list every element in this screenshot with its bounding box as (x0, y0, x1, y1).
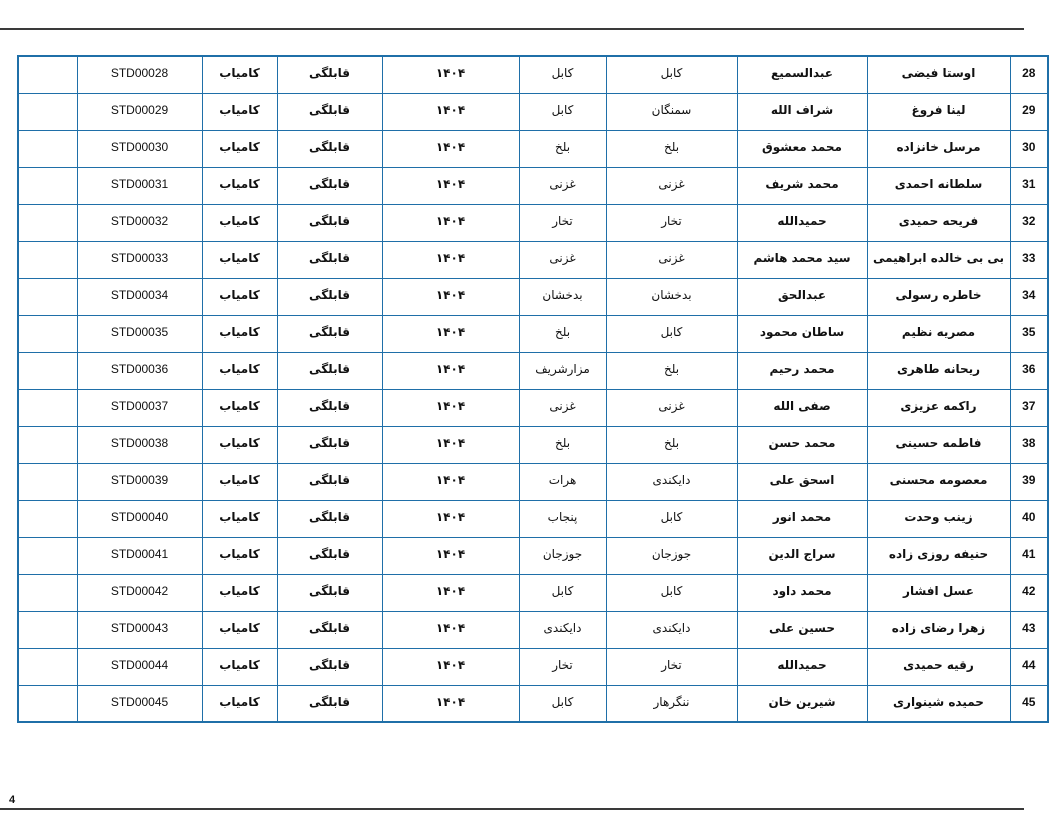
result-cell: کامیاب (202, 204, 277, 241)
row-number-cell: 36 (1010, 352, 1048, 389)
blank-cell (18, 278, 77, 315)
row-number-cell: 28 (1010, 56, 1048, 93)
blank-cell (18, 648, 77, 685)
student-id-cell: STD00039 (77, 463, 202, 500)
student-name-cell: حنیفه روزی زاده (867, 537, 1010, 574)
residence-cell: جوزجان (519, 537, 606, 574)
father-name-cell: عبدالحق (737, 278, 867, 315)
table-row (18, 315, 1048, 352)
row-number-cell: 32 (1010, 204, 1048, 241)
residence-cell: کابل (519, 93, 606, 130)
blank-cell (18, 241, 77, 278)
page-number: 4 (9, 794, 16, 806)
table-row (18, 93, 1048, 130)
table-row (18, 463, 1048, 500)
level-cell: قابلگی (277, 611, 382, 648)
blank-cell (18, 315, 77, 352)
origin-province-cell: کابل (606, 574, 737, 611)
level-cell: قابلگی (277, 241, 382, 278)
student-name-cell: زینب وحدت (867, 500, 1010, 537)
student-name-cell: ریحانه طاهری (867, 352, 1010, 389)
residence-cell: کابل (519, 574, 606, 611)
level-cell: قابلگی (277, 463, 382, 500)
blank-cell (18, 130, 77, 167)
year-cell: ۱۴۰۴ (382, 463, 519, 500)
level-cell: قابلگی (277, 204, 382, 241)
row-number-cell: 30 (1010, 130, 1048, 167)
student-id-cell: STD00043 (77, 611, 202, 648)
result-cell: کامیاب (202, 93, 277, 130)
student-id-cell: STD00030 (77, 130, 202, 167)
year-cell: ۱۴۰۴ (382, 278, 519, 315)
father-name-cell: ساطان محمود (737, 315, 867, 352)
father-name-cell: محمد رحیم (737, 352, 867, 389)
level-cell: قابلگی (277, 130, 382, 167)
result-cell: کامیاب (202, 389, 277, 426)
father-name-cell: شراف الله (737, 93, 867, 130)
row-number-cell: 29 (1010, 93, 1048, 130)
roster-body (18, 56, 1048, 722)
student-name-cell: حمیده شینواری (867, 685, 1010, 722)
residence-cell: پنجاب (519, 500, 606, 537)
father-name-cell: اسحق علی (737, 463, 867, 500)
year-cell: ۱۴۰۴ (382, 315, 519, 352)
row-number-cell: 41 (1010, 537, 1048, 574)
father-name-cell: حسین علی (737, 611, 867, 648)
student-id-cell: STD00033 (77, 241, 202, 278)
residence-cell: دایکندی (519, 611, 606, 648)
level-cell: قابلگی (277, 574, 382, 611)
student-name-cell: خاطره رسولی (867, 278, 1010, 315)
year-cell: ۱۴۰۴ (382, 93, 519, 130)
origin-province-cell: بلخ (606, 426, 737, 463)
row-number-cell: 35 (1010, 315, 1048, 352)
blank-cell (18, 537, 77, 574)
origin-province-cell: تخار (606, 648, 737, 685)
student-roster-table (17, 55, 1049, 723)
result-cell: کامیاب (202, 574, 277, 611)
page-top-rule (0, 28, 1024, 30)
level-cell: قابلگی (277, 648, 382, 685)
result-cell: کامیاب (202, 56, 277, 93)
residence-cell: بدخشان (519, 278, 606, 315)
row-number-cell: 34 (1010, 278, 1048, 315)
residence-cell: بلخ (519, 130, 606, 167)
father-name-cell: شیرین خان (737, 685, 867, 722)
blank-cell (18, 611, 77, 648)
table-row (18, 537, 1048, 574)
result-cell: کامیاب (202, 500, 277, 537)
table-row (18, 278, 1048, 315)
father-name-cell: محمد معشوق (737, 130, 867, 167)
year-cell: ۱۴۰۴ (382, 537, 519, 574)
row-number-cell: 39 (1010, 463, 1048, 500)
year-cell: ۱۴۰۴ (382, 500, 519, 537)
year-cell: ۱۴۰۴ (382, 574, 519, 611)
level-cell: قابلگی (277, 500, 382, 537)
student-name-cell: فاطمه حسینی (867, 426, 1010, 463)
residence-cell: کابل (519, 56, 606, 93)
student-name-cell: لینا فروغ (867, 93, 1010, 130)
student-id-cell: STD00029 (77, 93, 202, 130)
year-cell: ۱۴۰۴ (382, 685, 519, 722)
origin-province-cell: کابل (606, 500, 737, 537)
residence-cell: غزنی (519, 167, 606, 204)
table-row (18, 56, 1048, 93)
result-cell: کامیاب (202, 426, 277, 463)
row-number-cell: 38 (1010, 426, 1048, 463)
blank-cell (18, 500, 77, 537)
father-name-cell: حمیدالله (737, 648, 867, 685)
year-cell: ۱۴۰۴ (382, 130, 519, 167)
origin-province-cell: تخار (606, 204, 737, 241)
result-cell: کامیاب (202, 241, 277, 278)
student-name-cell: راکمه عزیزی (867, 389, 1010, 426)
student-name-cell: زهرا رضای زاده (867, 611, 1010, 648)
table-row (18, 648, 1048, 685)
blank-cell (18, 93, 77, 130)
origin-province-cell: بدخشان (606, 278, 737, 315)
table-row (18, 352, 1048, 389)
result-cell: کامیاب (202, 130, 277, 167)
residence-cell: کابل (519, 685, 606, 722)
father-name-cell: سید محمد هاشم (737, 241, 867, 278)
residence-cell: غزنی (519, 241, 606, 278)
year-cell: ۱۴۰۴ (382, 426, 519, 463)
student-id-cell: STD00032 (77, 204, 202, 241)
residence-cell: بلخ (519, 426, 606, 463)
table-row (18, 389, 1048, 426)
student-name-cell: رقیه حمیدی (867, 648, 1010, 685)
row-number-cell: 44 (1010, 648, 1048, 685)
table-row (18, 241, 1048, 278)
father-name-cell: محمد شریف (737, 167, 867, 204)
residence-cell: مزارشریف (519, 352, 606, 389)
row-number-cell: 31 (1010, 167, 1048, 204)
student-id-cell: STD00040 (77, 500, 202, 537)
student-id-cell: STD00045 (77, 685, 202, 722)
result-cell: کامیاب (202, 315, 277, 352)
origin-province-cell: غزنی (606, 389, 737, 426)
student-id-cell: STD00044 (77, 648, 202, 685)
residence-cell: بلخ (519, 315, 606, 352)
row-number-cell: 43 (1010, 611, 1048, 648)
level-cell: قابلگی (277, 426, 382, 463)
year-cell: ۱۴۰۴ (382, 611, 519, 648)
student-id-cell: STD00028 (77, 56, 202, 93)
year-cell: ۱۴۰۴ (382, 204, 519, 241)
result-cell: کامیاب (202, 685, 277, 722)
blank-cell (18, 56, 77, 93)
blank-cell (18, 685, 77, 722)
father-name-cell: صفی الله (737, 389, 867, 426)
student-id-cell: STD00041 (77, 537, 202, 574)
row-number-cell: 33 (1010, 241, 1048, 278)
year-cell: ۱۴۰۴ (382, 389, 519, 426)
student-id-cell: STD00036 (77, 352, 202, 389)
student-name-cell: عسل افشار (867, 574, 1010, 611)
year-cell: ۱۴۰۴ (382, 56, 519, 93)
student-id-cell: STD00031 (77, 167, 202, 204)
student-name-cell: فریحه حمیدی (867, 204, 1010, 241)
origin-province-cell: بلخ (606, 130, 737, 167)
residence-cell: تخار (519, 648, 606, 685)
table-row (18, 426, 1048, 463)
blank-cell (18, 352, 77, 389)
level-cell: قابلگی (277, 315, 382, 352)
student-name-cell: سلطانه احمدی (867, 167, 1010, 204)
origin-province-cell: کابل (606, 56, 737, 93)
student-name-cell: مرسل خانزاده (867, 130, 1010, 167)
father-name-cell: سراج الدین (737, 537, 867, 574)
result-cell: کامیاب (202, 537, 277, 574)
result-cell: کامیاب (202, 167, 277, 204)
residence-cell: غزنی (519, 389, 606, 426)
table-row (18, 130, 1048, 167)
student-name-cell: معصومه محسنی (867, 463, 1010, 500)
level-cell: قابلگی (277, 93, 382, 130)
blank-cell (18, 389, 77, 426)
origin-province-cell: دایکندی (606, 611, 737, 648)
year-cell: ۱۴۰۴ (382, 648, 519, 685)
table-row (18, 611, 1048, 648)
level-cell: قابلگی (277, 278, 382, 315)
student-name-cell: بی بی خالده ابراهیمی (867, 241, 1010, 278)
result-cell: کامیاب (202, 648, 277, 685)
origin-province-cell: بلخ (606, 352, 737, 389)
blank-cell (18, 574, 77, 611)
origin-province-cell: ننگرهار (606, 685, 737, 722)
origin-province-cell: سمنگان (606, 93, 737, 130)
table-row (18, 500, 1048, 537)
student-id-cell: STD00038 (77, 426, 202, 463)
level-cell: قابلگی (277, 389, 382, 426)
year-cell: ۱۴۰۴ (382, 167, 519, 204)
blank-cell (18, 426, 77, 463)
level-cell: قابلگی (277, 56, 382, 93)
residence-cell: تخار (519, 204, 606, 241)
page-bottom-rule (0, 808, 1024, 810)
table-row (18, 167, 1048, 204)
blank-cell (18, 463, 77, 500)
row-number-cell: 37 (1010, 389, 1048, 426)
table-row (18, 685, 1048, 722)
result-cell: کامیاب (202, 352, 277, 389)
origin-province-cell: کابل (606, 315, 737, 352)
blank-cell (18, 204, 77, 241)
origin-province-cell: غزنی (606, 241, 737, 278)
student-id-cell: STD00037 (77, 389, 202, 426)
level-cell: قابلگی (277, 167, 382, 204)
father-name-cell: محمد انور (737, 500, 867, 537)
student-id-cell: STD00042 (77, 574, 202, 611)
result-cell: کامیاب (202, 611, 277, 648)
student-name-cell: اوستا فیضی (867, 56, 1010, 93)
father-name-cell: حمیدالله (737, 204, 867, 241)
student-id-cell: STD00034 (77, 278, 202, 315)
student-name-cell: مصریه نظیم (867, 315, 1010, 352)
father-name-cell: محمد حسن (737, 426, 867, 463)
father-name-cell: محمد داود (737, 574, 867, 611)
year-cell: ۱۴۰۴ (382, 241, 519, 278)
row-number-cell: 40 (1010, 500, 1048, 537)
result-cell: کامیاب (202, 463, 277, 500)
father-name-cell: عبدالسمیع (737, 56, 867, 93)
level-cell: قابلگی (277, 352, 382, 389)
origin-province-cell: غزنی (606, 167, 737, 204)
level-cell: قابلگی (277, 685, 382, 722)
row-number-cell: 45 (1010, 685, 1048, 722)
residence-cell: هرات (519, 463, 606, 500)
table-row (18, 574, 1048, 611)
student-id-cell: STD00035 (77, 315, 202, 352)
blank-cell (18, 167, 77, 204)
year-cell: ۱۴۰۴ (382, 352, 519, 389)
level-cell: قابلگی (277, 537, 382, 574)
origin-province-cell: دایکندی (606, 463, 737, 500)
table-row (18, 204, 1048, 241)
origin-province-cell: جوزجان (606, 537, 737, 574)
row-number-cell: 42 (1010, 574, 1048, 611)
result-cell: کامیاب (202, 278, 277, 315)
